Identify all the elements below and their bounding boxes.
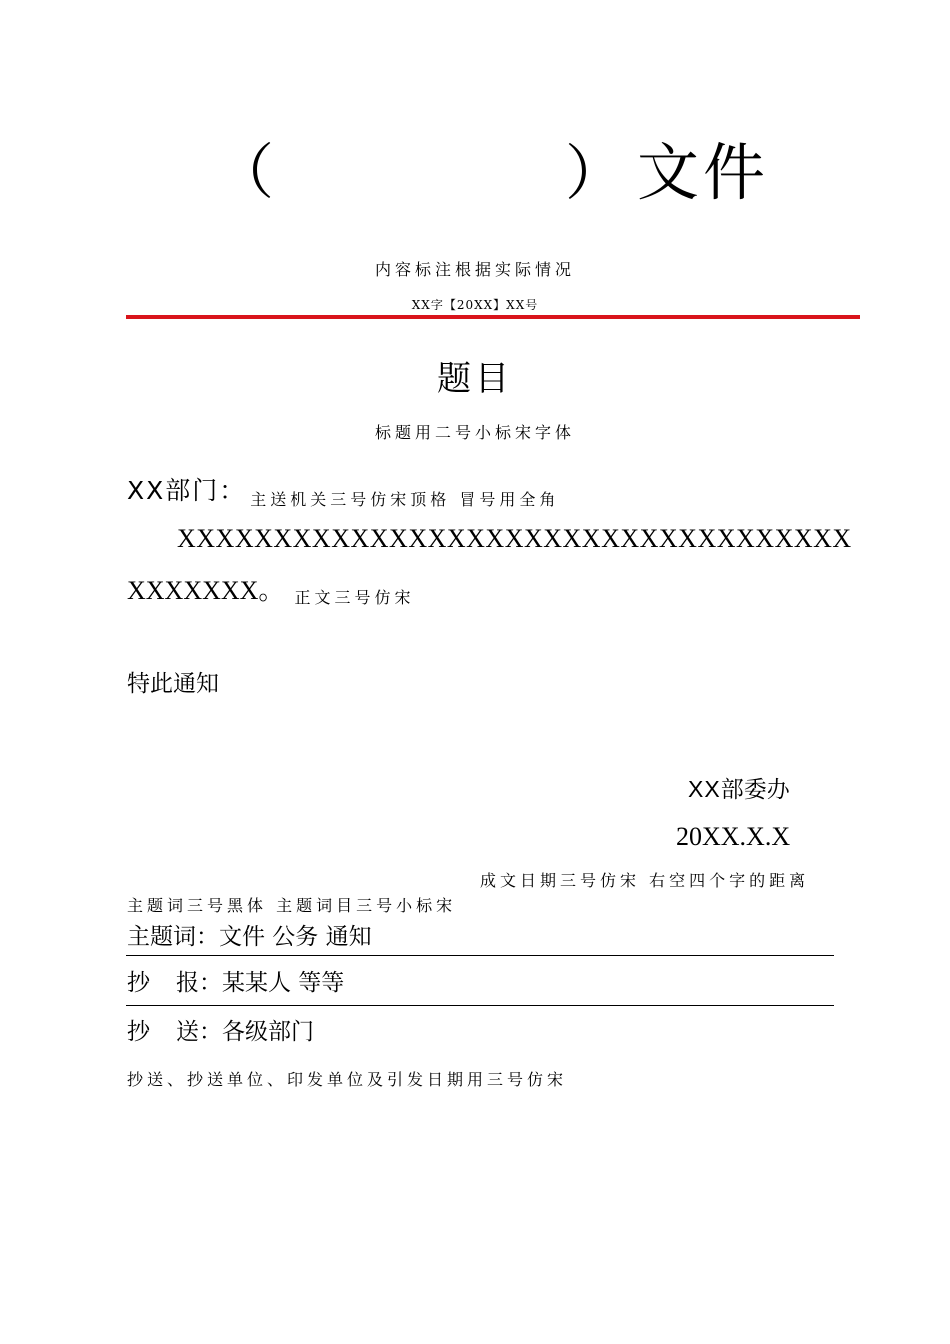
cc-row bbox=[127, 1015, 314, 1049]
closing-phrase: 特此通知 bbox=[127, 671, 219, 697]
recipient-note: 主送机关三号仿宋顶格 冒号用全角 bbox=[250, 490, 560, 509]
document-header-title bbox=[0, 128, 950, 218]
date-note: 成文日期三号仿宋 右空四个字的距离 bbox=[480, 871, 810, 890]
cc-label-a: 抄 bbox=[127, 1019, 150, 1045]
document-subject-title: 题目 bbox=[437, 359, 513, 399]
body-text-end: XXXXXXX。 bbox=[127, 576, 285, 605]
report-value: 某某人 等等 bbox=[222, 970, 345, 996]
keywords-row bbox=[127, 920, 372, 954]
keyword-note: 主题词三号黑体 主题词目三号小标宋 bbox=[127, 896, 457, 915]
recipient-line bbox=[127, 474, 559, 517]
header-word-group bbox=[565, 128, 769, 219]
footer-divider-2 bbox=[126, 1005, 834, 1006]
header-paren-close: ） bbox=[565, 139, 625, 209]
cc-value: 各级部门 bbox=[222, 1019, 314, 1045]
report-row bbox=[127, 966, 344, 1000]
recipient-name: XX部门： bbox=[127, 476, 247, 505]
body-text-line-1: XXXXXXXXXXXXXXXXXXXXXXXXXXXXXXXXXXX bbox=[177, 524, 852, 553]
signing-organization bbox=[688, 772, 790, 807]
copy-note: 抄送、抄送单位、印发单位及引发日期用三号仿宋 bbox=[127, 1070, 568, 1089]
keywords-value: 文件 公务 通知 bbox=[219, 924, 372, 950]
cc-label-b: 送： bbox=[176, 1019, 222, 1045]
footer-divider-1 bbox=[126, 955, 834, 956]
title-note: 标题用二号小标宋字体 bbox=[374, 423, 575, 442]
body-text-line-2 bbox=[127, 574, 414, 615]
body-note: 正文三号仿宋 bbox=[294, 588, 415, 607]
document-number: XX字【20XX】XX号 bbox=[411, 298, 539, 312]
header-paren-open: （ bbox=[214, 138, 274, 208]
keywords-label: 主题词： bbox=[127, 924, 219, 950]
red-divider bbox=[126, 315, 860, 319]
signing-organization-code: XX bbox=[688, 776, 721, 802]
document-date: 20XX.X.X bbox=[676, 822, 791, 851]
content-note: 内容标注根据实际情况 bbox=[374, 260, 575, 279]
signing-organization-name: 部委办 bbox=[720, 777, 790, 803]
header-word: 文件 bbox=[637, 136, 770, 209]
report-label-b: 报： bbox=[176, 970, 222, 996]
report-label-a: 抄 bbox=[127, 970, 150, 996]
